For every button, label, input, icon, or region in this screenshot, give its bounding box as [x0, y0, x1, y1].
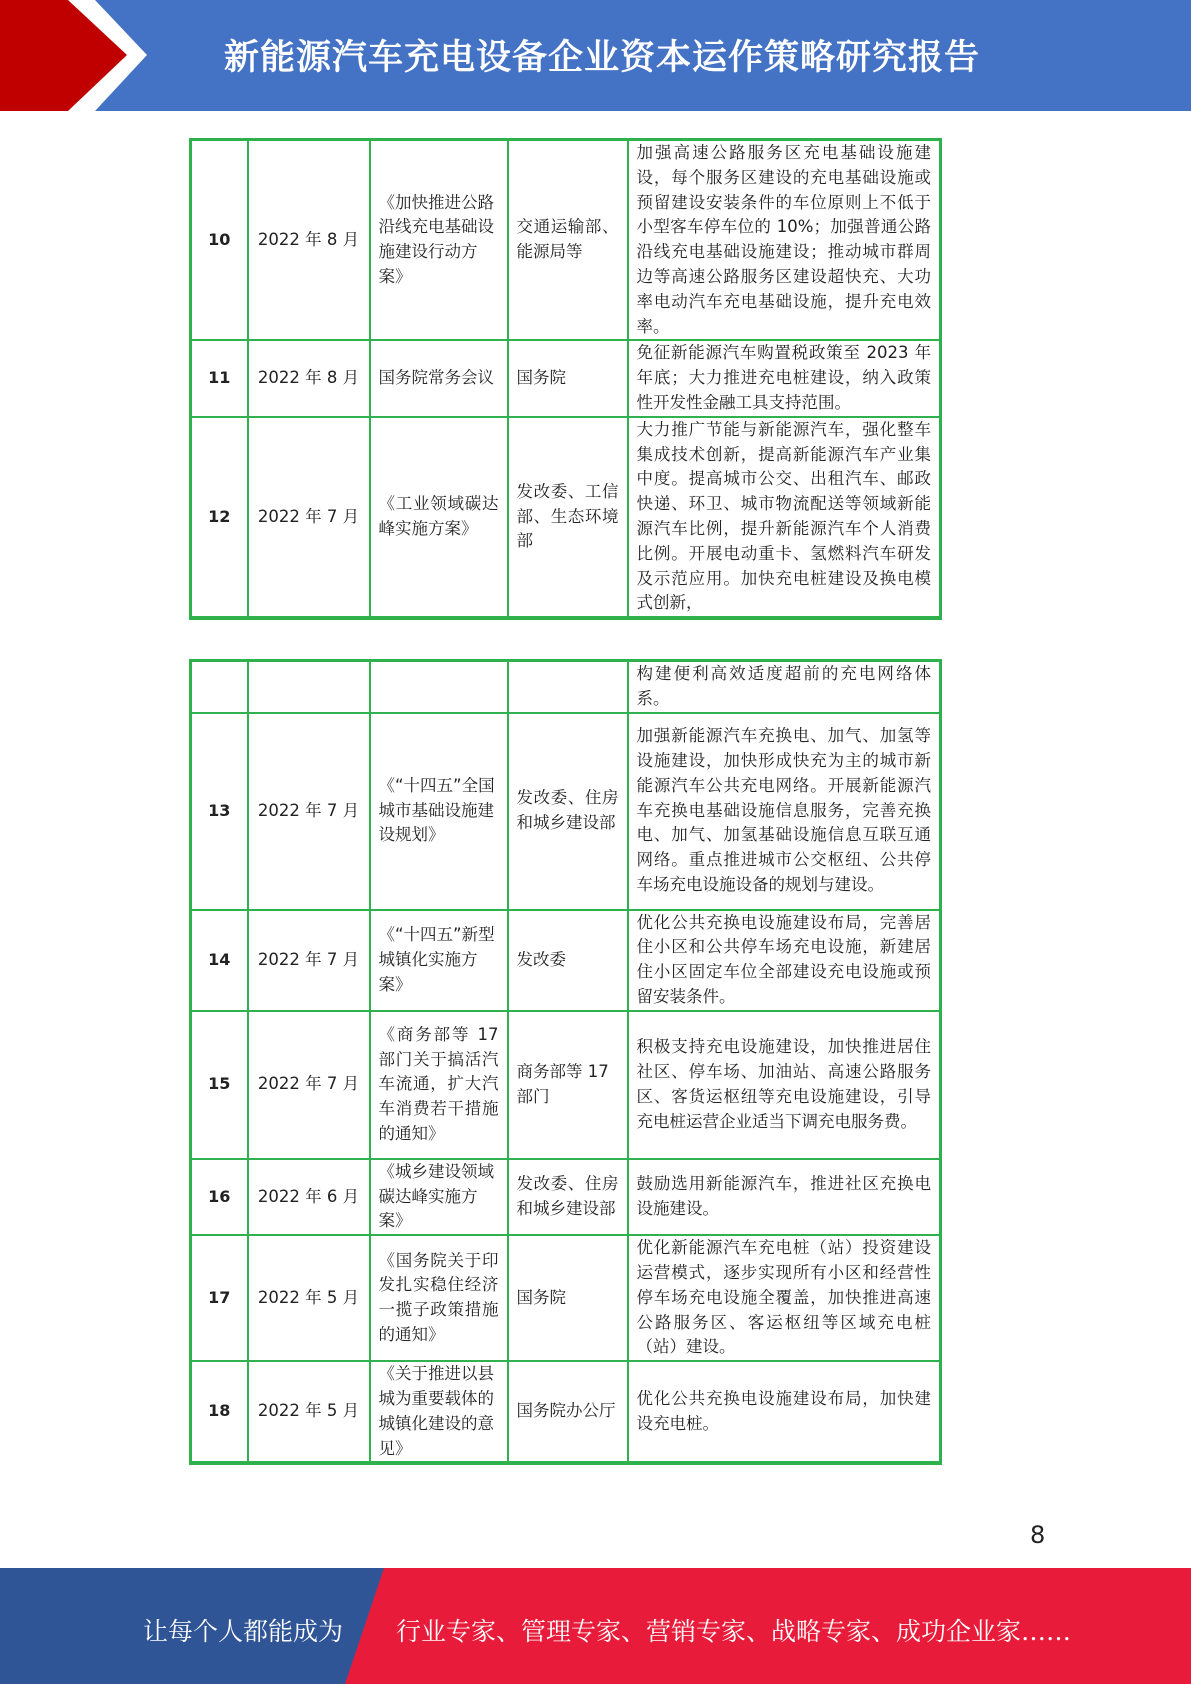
table-row — [191, 910, 941, 1011]
row-number: 17 — [191, 1235, 248, 1361]
row-content: 鼓励选用新能源汽车，推进社区充换电设施建设。 — [628, 1159, 941, 1235]
row-date: 2022 年 8 月 — [248, 140, 370, 341]
row-content: 加强新能源汽车充换电、加气、加氢等设施建设，加快形成快充为主的城市新能源汽车公共充电网络。开展新能源汽车充换电基础设施信息服务，完善充换电、加气、加氢基础设施信息互联互通网络。重点推进城市公交枢纽、公共停车场充电设施设备的规划与建设。 — [628, 713, 941, 910]
row-policy: 《工业领域碳达峰实施方案》 — [370, 417, 508, 618]
row-number: 16 — [191, 1159, 248, 1235]
row-number: 18 — [191, 1361, 248, 1463]
row-number: 14 — [191, 910, 248, 1011]
row-department: 国务院 — [508, 340, 628, 416]
row-date: 2022 年 6 月 — [248, 1159, 370, 1235]
row-department: 交通运输部、能源局等 — [508, 140, 628, 341]
row-number: 10 — [191, 140, 248, 341]
row-date: 2022 年 7 月 — [248, 910, 370, 1011]
footer-slogan-right: 行业专家、管理专家、营销专家、战略专家、成功企业家…… — [396, 1617, 1072, 1646]
row-department: 国务院办公厅 — [508, 1361, 628, 1463]
footer-slogan-left: 让每个人都能成为 — [143, 1617, 344, 1646]
row-date-empty — [248, 661, 370, 713]
page-footer — [0, 1568, 1191, 1684]
row-date: 2022 年 7 月 — [248, 713, 370, 910]
row-department: 发改委、住房和城乡建设部 — [508, 713, 628, 910]
row-content: 大力推广节能与新能源汽车，强化整车集成技术创新，提高新能源汽车产业集中度。提高城市公交、出租汽车、邮政快递、环卫、城市物流配送等领域新能源汽车比例，提升新能源汽车个人消费比例。开展电动重卡、氢燃料汽车研发及示范应用。加快充电桩建设及换电模式创新， — [628, 417, 941, 618]
row-date: 2022 年 7 月 — [248, 1011, 370, 1159]
row-number: 12 — [191, 417, 248, 618]
row-department: 商务部等 17 部门 — [508, 1011, 628, 1159]
row-number: 13 — [191, 713, 248, 910]
row-department-empty — [508, 661, 628, 713]
row-policy-empty — [370, 661, 508, 713]
row-policy: 《加快推进公路沿线充电基础设施建设行动方案》 — [370, 140, 508, 341]
row-date: 2022 年 7 月 — [248, 417, 370, 618]
row-content: 优化公共充换电设施建设布局，完善居住小区和公共停车场充电设施，新建居住小区固定车位全部建设充电设施或预留安装条件。 — [628, 910, 941, 1011]
row-number: 15 — [191, 1011, 248, 1159]
row-policy: 《“十四五”新型城镇化实施方案》 — [370, 910, 508, 1011]
row-date: 2022 年 8 月 — [248, 340, 370, 416]
row-department: 发改委、住房和城乡建设部 — [508, 1159, 628, 1235]
policy-table-part-1 — [189, 138, 942, 620]
row-number-empty — [191, 661, 248, 713]
table-row-continuation — [191, 661, 941, 713]
table-row — [191, 1011, 941, 1159]
row-date: 2022 年 5 月 — [248, 1235, 370, 1361]
row-content: 优化公共充换电设施建设布局，加快建设充电桩。 — [628, 1361, 941, 1463]
row-department: 国务院 — [508, 1235, 628, 1361]
table-row — [191, 340, 941, 416]
row-policy: 国务院常务会议 — [370, 340, 508, 416]
report-title: 新能源汽车充电设备企业资本运作策略研究报告 — [224, 38, 981, 78]
page-number: 8 — [1030, 1521, 1046, 1549]
page-header — [0, 0, 1191, 111]
table-row — [191, 713, 941, 910]
row-policy: 《城乡建设领域碳达峰实施方案》 — [370, 1159, 508, 1235]
row-department: 发改委、工信部、生态环境部 — [508, 417, 628, 618]
table-row — [191, 1361, 941, 1463]
row-department: 发改委 — [508, 910, 628, 1011]
table-row — [191, 1159, 941, 1235]
row-content: 免征新能源汽车购置税政策至 2023 年年底；大力推进充电桩建设，纳入政策性开发性金融工具支持范围。 — [628, 340, 941, 416]
row-policy: 《国务院关于印发扎实稳住经济一揽子政策措施的通知》 — [370, 1235, 508, 1361]
table-row — [191, 1235, 941, 1361]
row-content: 优化新能源汽车充电桩（站）投资建设运营模式，逐步实现所有小区和经营性停车场充电设施全覆盖，加快推进高速公路服务区、客运枢纽等区域充电桩（站）建设。 — [628, 1235, 941, 1361]
table-row — [191, 417, 941, 618]
row-content: 构建便利高效适度超前的充电网络体系。 — [628, 661, 941, 713]
table-row — [191, 140, 941, 341]
row-number: 11 — [191, 340, 248, 416]
policy-table-part-2 — [189, 659, 942, 1465]
row-policy: 《关于推进以县城为重要载体的城镇化建设的意见》 — [370, 1361, 508, 1463]
row-content: 加强高速公路服务区充电基础设施建设，每个服务区建设的充电基础设施或预留建设安装条件的车位原则上不低于小型客车停车位的 10%；加强普通公路沿线充电基础设施建设；推动城市群周边等高速公路服务区建设超快充、大功率电动汽车充电基础设施，提升充电效率。 — [628, 140, 941, 341]
row-date: 2022 年 5 月 — [248, 1361, 370, 1463]
row-policy: 《“十四五”全国城市基础设施建设规划》 — [370, 713, 508, 910]
row-policy: 《商务部等 17 部门关于搞活汽车流通，扩大汽车消费若干措施的通知》 — [370, 1011, 508, 1159]
row-content: 积极支持充电设施建设，加快推进居住社区、停车场、加油站、高速公路服务区、客货运枢纽等充电设施建设，引导充电桩运营企业适当下调充电服务费。 — [628, 1011, 941, 1159]
